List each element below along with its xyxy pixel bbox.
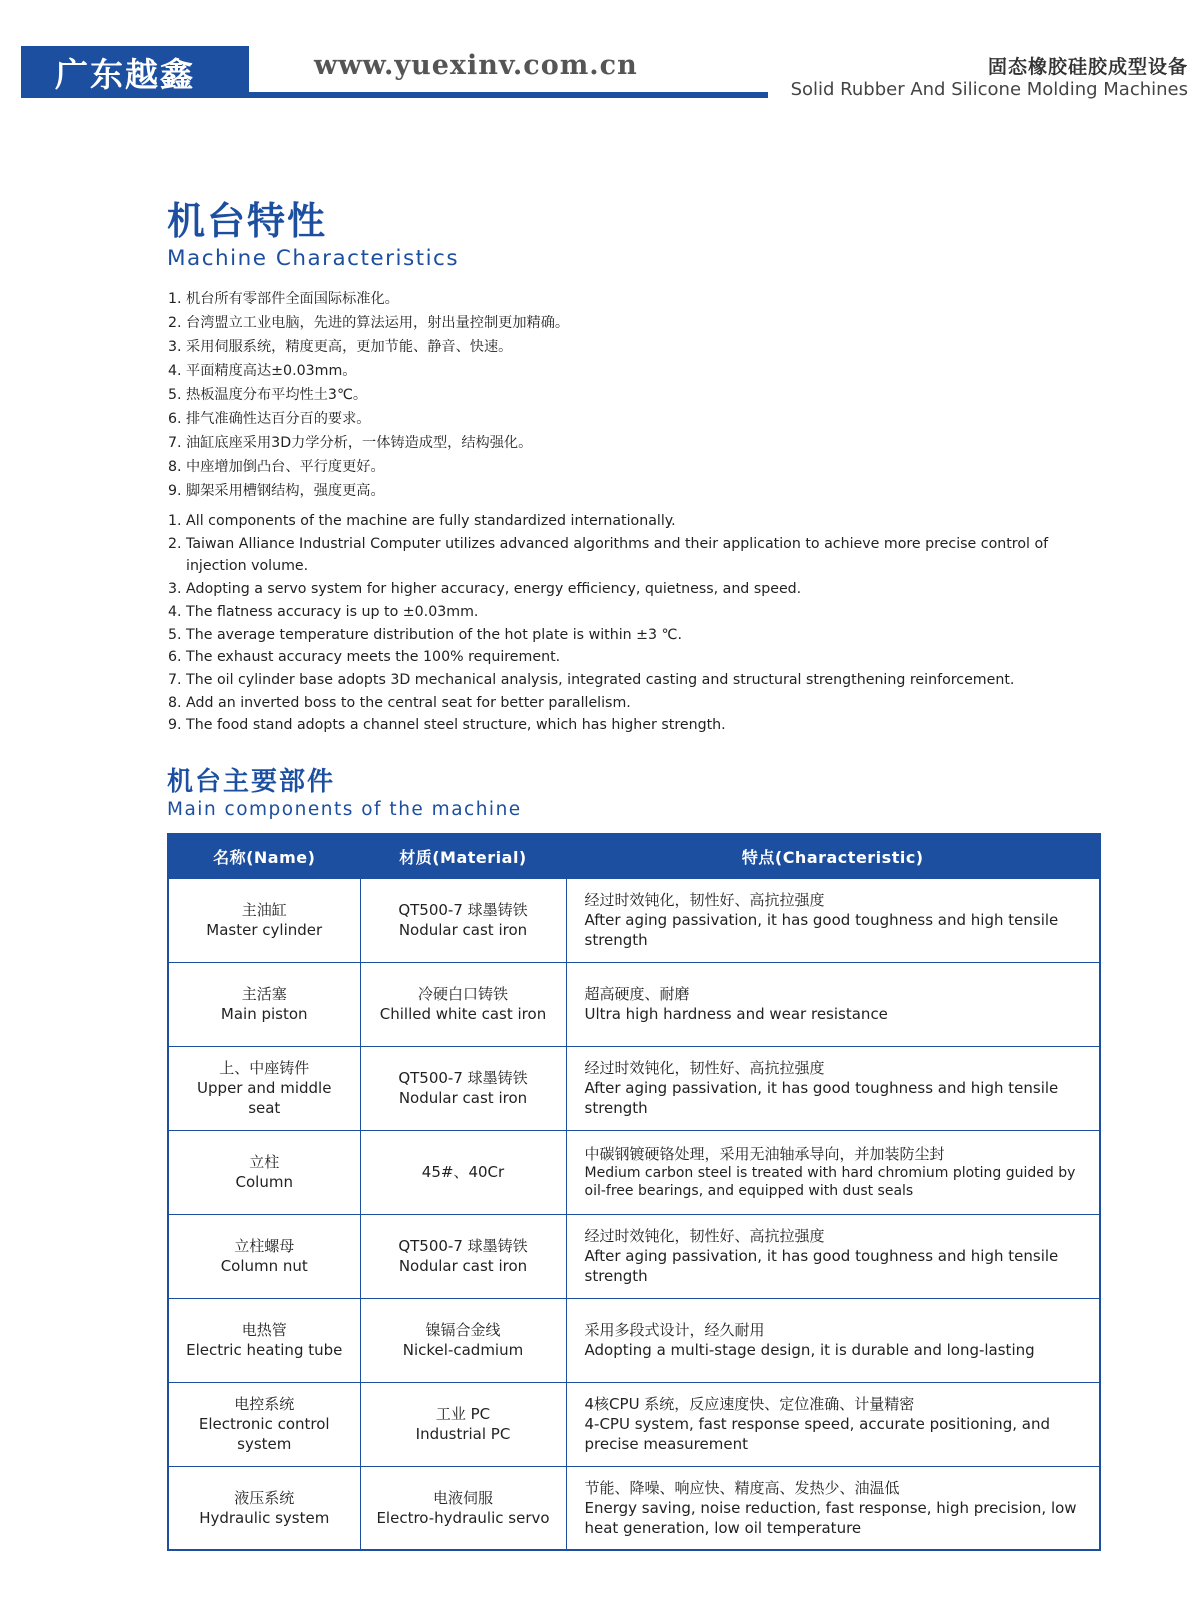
material-en: Nodular cast iron bbox=[398, 921, 528, 939]
name-cn: 电热管 bbox=[241, 1321, 287, 1339]
material-cn: 冷硬白口铸铁 bbox=[417, 985, 508, 1003]
name-en: Master cylinder bbox=[206, 921, 323, 939]
table-row bbox=[168, 1298, 1100, 1382]
name-cell bbox=[168, 1382, 360, 1466]
characteristic-cn: 经过时效钝化，韧性好、高抗拉强度 bbox=[584, 1059, 825, 1077]
list-item: 1. All components of the machine are fully standardized internationally. bbox=[168, 513, 676, 529]
list-item: 5. The average temperature distribution of the hot plate is within ±3 ℃. bbox=[168, 626, 682, 643]
list-item: 7. 油缸底座采用3D力学分析，一体铸造成型，结构强化。 bbox=[168, 435, 533, 451]
characteristic-en: 4-CPU system, fast response speed, accurate positioning, and precise measurement bbox=[584, 1415, 1050, 1453]
list-item: 3. Adopting a servo system for higher accuracy, energy efficiency, quietness, and speed. bbox=[168, 581, 802, 598]
list-item: 6. The exhaust accuracy meets the 100% requirement. bbox=[168, 649, 561, 666]
material-cell bbox=[360, 1466, 566, 1550]
material-cell bbox=[360, 1046, 566, 1130]
name-cn: 立柱螺母 bbox=[234, 1237, 295, 1255]
material-en: Electro-hydraulic servo bbox=[376, 1508, 550, 1527]
characteristic-cell bbox=[566, 1298, 1100, 1382]
material-en: Nodular cast iron bbox=[398, 1089, 528, 1107]
characteristics-title: 机台特性 bbox=[167, 199, 328, 243]
characteristic-cn: 采用多段式设计，经久耐用 bbox=[584, 1321, 765, 1339]
characteristic-en: After aging passivation, it has good toughness and high tensile strength bbox=[584, 911, 1059, 949]
list-item: 6. 排气准确性达百分百的要求。 bbox=[168, 411, 371, 427]
name-en: Electric heating tube bbox=[186, 1341, 343, 1359]
characteristic-en: After aging passivation, it has good toughness and high tensile strength bbox=[584, 1247, 1059, 1285]
list-item: 5. 热板温度分布平均性土3℃。 bbox=[168, 387, 368, 403]
characteristic-cell bbox=[566, 878, 1100, 962]
column-header-material: 材质(Material) bbox=[360, 834, 566, 878]
name-cell bbox=[168, 878, 360, 962]
material-cn: 镍镉合金线 bbox=[425, 1321, 501, 1339]
list-item: 1. 机台所有零部件全面国际标准化。 bbox=[168, 291, 399, 307]
list-item: 4. The flatness accuracy is up to ±0.03mm. bbox=[168, 603, 479, 620]
components-table bbox=[167, 833, 1101, 1551]
table-header-row bbox=[168, 834, 1100, 878]
characteristic-cell bbox=[566, 962, 1100, 1046]
material-cell bbox=[360, 1214, 566, 1298]
name-cell bbox=[168, 1298, 360, 1382]
material-cell bbox=[360, 878, 566, 962]
header-divider bbox=[249, 92, 768, 98]
column-header-characteristic: 特点(Characteristic) bbox=[566, 834, 1100, 878]
characteristic-cell bbox=[566, 1130, 1100, 1214]
material-cell bbox=[360, 1298, 566, 1382]
website-url: www.yuexinv.com.cn bbox=[314, 50, 638, 81]
characteristics-subtitle: Machine Characteristics bbox=[167, 246, 460, 271]
table-row bbox=[168, 962, 1100, 1046]
characteristic-cn: 超高硬度、耐磨 bbox=[584, 985, 690, 1003]
characteristic-en: After aging passivation, it has good toughness and high tensile strength bbox=[584, 1079, 1059, 1117]
material-cn: 45#、40Cr bbox=[421, 1163, 505, 1181]
material-cell bbox=[360, 962, 566, 1046]
material-en: Industrial PC bbox=[415, 1425, 511, 1443]
name-en: Main piston bbox=[220, 1005, 308, 1023]
name-en: Column nut bbox=[220, 1257, 308, 1275]
material-cn: 工业 PC bbox=[435, 1405, 491, 1423]
name-en: Column bbox=[235, 1173, 293, 1191]
list-item: 8. Add an inverted boss to the central seat for better parallelism. bbox=[168, 694, 631, 711]
list-item: 2. Taiwan Alliance Industrial Computer utilizes advanced algorithms and their application to achieve more precise control of injection volume. bbox=[168, 535, 1049, 575]
list-item: 3. 采用伺服系统，精度更高，更加节能、静音、快速。 bbox=[168, 339, 513, 355]
name-en: Electronic control system bbox=[198, 1415, 330, 1453]
name-cell bbox=[168, 1130, 360, 1214]
characteristic-cn: 经过时效钝化，韧性好、高抗拉强度 bbox=[584, 1227, 825, 1245]
material-cell bbox=[360, 1382, 566, 1466]
components-title: 机台主要部件 bbox=[167, 767, 336, 797]
material-en: Chilled white cast iron bbox=[379, 1005, 547, 1023]
material-cn: QT500-7 球墨铸铁 bbox=[398, 1069, 528, 1087]
list-item: 7. The oil cylinder base adopts 3D mechanical analysis, integrated casting and structural strengthening reinforcement. bbox=[168, 671, 1015, 688]
list-item: 4. 平面精度高达±0.03mm。 bbox=[168, 363, 357, 379]
characteristic-cell bbox=[566, 1214, 1100, 1298]
table-row bbox=[168, 1214, 1100, 1298]
name-cell bbox=[168, 1214, 360, 1298]
characteristics-list-cn bbox=[168, 287, 569, 503]
material-cn: QT500-7 球墨铸铁 bbox=[398, 901, 528, 919]
components-subtitle: Main components of the machine bbox=[167, 799, 522, 820]
characteristic-cell bbox=[566, 1382, 1100, 1466]
name-cn: 主活塞 bbox=[241, 985, 287, 1003]
header-title-cn: 固态橡胶硅胶成型设备 bbox=[987, 56, 1188, 78]
name-cn: 立柱 bbox=[249, 1153, 280, 1171]
material-en: Nodular cast iron bbox=[398, 1257, 528, 1275]
characteristic-cn: 经过时效钝化，韧性好、高抗拉强度 bbox=[584, 891, 825, 909]
name-cn: 液压系统 bbox=[234, 1488, 295, 1507]
name-cell bbox=[168, 962, 360, 1046]
list-item: 9. 脚架采用槽钢结构，强度更高。 bbox=[168, 483, 385, 499]
characteristic-cn: 节能、降噪、响应快、精度高、发热少、油温低 bbox=[584, 1478, 900, 1497]
material-en: Nickel-cadmium bbox=[402, 1341, 524, 1359]
brand-name: 广东越鑫 bbox=[55, 54, 195, 94]
name-cell bbox=[168, 1046, 360, 1130]
name-en: Upper and middle seat bbox=[197, 1079, 332, 1117]
characteristic-cn: 中碳钢镀硬铬处理，采用无油轴承导向，并加装防尘封 bbox=[584, 1145, 945, 1163]
name-cn: 电控系统 bbox=[234, 1395, 295, 1413]
list-item: 9. The food stand adopts a channel steel structure, which has higher strength. bbox=[168, 717, 726, 734]
table-row bbox=[168, 1046, 1100, 1130]
material-cn: 电液伺服 bbox=[432, 1488, 493, 1507]
characteristics-list-en bbox=[168, 510, 1108, 737]
name-cn: 主油缸 bbox=[241, 901, 287, 919]
table-row bbox=[168, 1130, 1100, 1214]
characteristic-cell bbox=[566, 1046, 1100, 1130]
name-cn: 上、中座铸件 bbox=[219, 1059, 310, 1077]
brand-logo-box bbox=[21, 46, 249, 98]
characteristic-en: Medium carbon steel is treated with hard chromium ploting guided by oil-free bearings, and equipped with dust seals bbox=[584, 1165, 1076, 1199]
material-cn: QT500-7 球墨铸铁 bbox=[398, 1237, 528, 1255]
characteristic-en: Energy saving, noise reduction, fast response, high precision, low heat generation, low oil temperature bbox=[584, 1498, 1077, 1537]
characteristic-en: Ultra high hardness and wear resistance bbox=[584, 1005, 888, 1023]
characteristic-en: Adopting a multi-stage design, it is durable and long-lasting bbox=[584, 1341, 1035, 1359]
characteristic-cell bbox=[566, 1466, 1100, 1550]
table-row bbox=[168, 1466, 1100, 1550]
list-item: 2. 台湾盟立工业电脑，先进的算法运用，射出量控制更加精确。 bbox=[168, 315, 570, 331]
characteristic-cn: 4核CPU 系统，反应速度快、定位准确、计量精密 bbox=[584, 1395, 915, 1413]
column-header-name: 名称(Name) bbox=[168, 834, 360, 878]
table-row bbox=[168, 1382, 1100, 1466]
name-en: Hydraulic system bbox=[199, 1508, 330, 1527]
name-cell bbox=[168, 1466, 360, 1550]
material-cell bbox=[360, 1130, 566, 1214]
list-item: 8. 中座增加倒凸台、平行度更好。 bbox=[168, 459, 385, 475]
header-title-en: Solid Rubber And Silicone Molding Machines bbox=[790, 79, 1188, 100]
table-row bbox=[168, 878, 1100, 962]
